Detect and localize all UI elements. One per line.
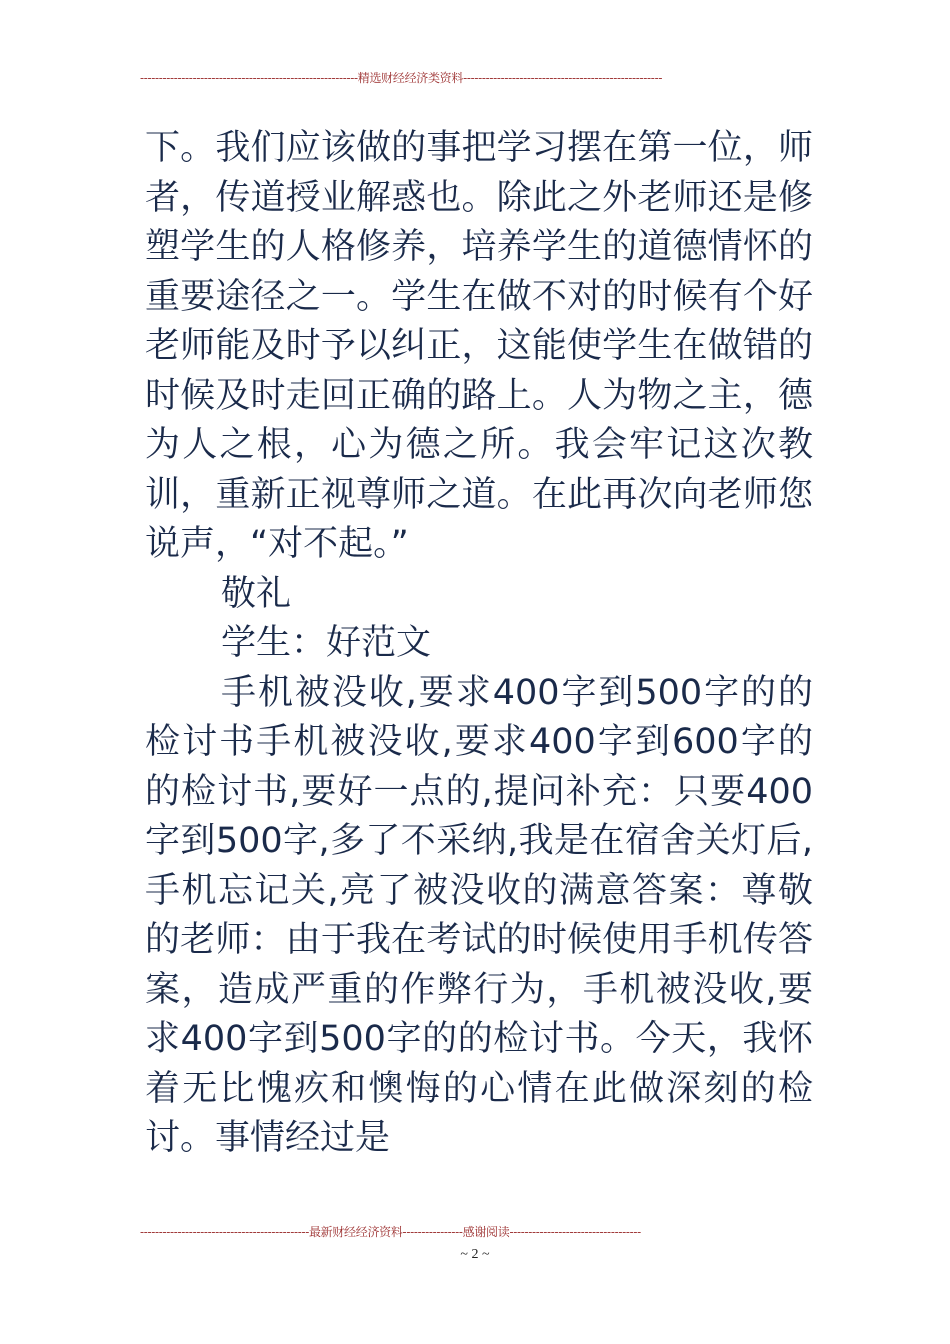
signature: 学生：好范文 [221,623,432,663]
page-header: ----------------------------------------------------------精选财经经济类资料----------------------------------------------------- [140,71,663,85]
salutation: 敬礼 [221,573,292,614]
page-number: ~ 2 ~ [460,1247,490,1262]
paragraph-phone-confiscated: 手机被没收,要求400字到500字的的检讨书手机被没收,要求400字到600字的的检讨书,要好一点的,提问补充：只要400字到500字,多了不采纳,我是在宿舍关灯后,手机忘记关,亮了被没收的满意答案：尊敬的老师：由于我在考试的时候使用手机传答案，造成严重的作弊行为，手机被没收,要求400字到500字的的检讨书。今天，我怀着无比愧疚和懊悔的心情在此做深刻的检讨。事情经过是 [145,672,813,1158]
page-footer: ---------------------------------------------最新财经经济资料----------------感谢阅读----------------------------------- [140,1225,641,1239]
paragraph-apology-end: 下。我们应该做的事把学习摆在第一位，师者，传道授业解惑也。除此之外老师还是修塑学生的人格修养，培养学生的道德情怀的重要途径之一。学生在做不对的时候有个好老师能及时予以纠正，这能使学生在做错的时候及时走回正确的路上。人为物之主，德为人之根，心为德之所。我会牢记这次教训，重新正视尊师之道。在此再次向老师您说声，“对不起。” [145,128,813,564]
document-body [145,124,813,1164]
